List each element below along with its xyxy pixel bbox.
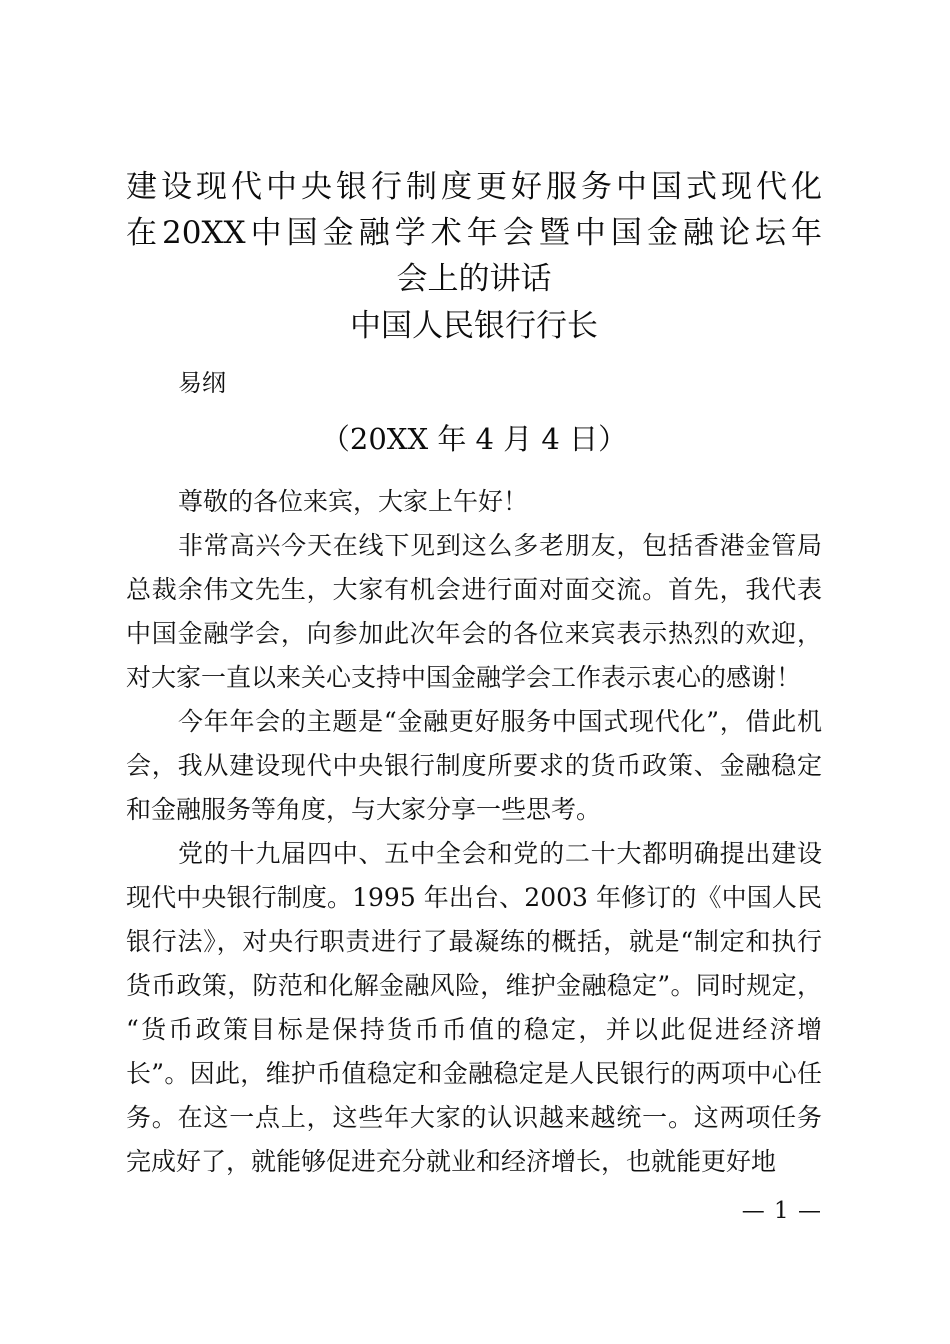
- title-line-3: 会上的讲话: [396, 261, 552, 297]
- paragraph-theme: 今年年会的主题是“金融更好服务中国式现代化”，借此机会，我从建设现代中央银行制度所要求的货币政策、金融稳定和金融服务等角度，与大家分享一些思考。: [126, 707, 822, 824]
- paragraph-central-bank-system: 党的十九届四中、五中全会和党的二十大都明确提出建设现代中央银行制度。1995 年出台、2003 年修订的《中国人民银行法》，对央行职责进行了最凝练的概括，就是“制定和执行货币政策，防范和化解金融风险，维护金融稳定”。同时规定，“货币政策目标是保持货币币值的稳定，并以此促进经济增长”。因此，维护币值稳定和金融稳定是人民银行的两项中心任务。在这一点上，这些年大家的认识越来越统一。这两项任务完成好了，就能够促进充分就业和经济增长，也就能更好地: [126, 839, 822, 1176]
- paragraph-greeting: 尊敬的各位来宾，大家上午好！: [178, 487, 529, 516]
- title-speaker-role: 中国人民银行行长: [350, 308, 598, 344]
- body-text: [126, 462, 822, 1184]
- paragraph-welcome: 非常高兴今天在线下见到这么多老朋友，包括香港金管局总裁余伟文先生，大家有机会进行面对面交流。首先，我代表中国金融学会，向参加此次年会的各位来宾表示热烈的欢迎，对大家一直以来关心支持中国金融学会工作表示衷心的感谢！: [126, 531, 822, 692]
- page-title: [126, 0, 822, 350]
- byline-name: 易纲: [178, 369, 226, 397]
- document-content: [126, 0, 822, 1184]
- page-number-footer: — 1 —: [741, 1198, 822, 1224]
- title-line-1: 建设现代中央银行制度更好服务中国式现代化: [126, 169, 822, 205]
- dateline: （20XX 年 4 月 4 日）: [320, 422, 628, 456]
- title-line-2: 在20XX中国金融学术年会暨中国金融论坛年: [126, 215, 822, 251]
